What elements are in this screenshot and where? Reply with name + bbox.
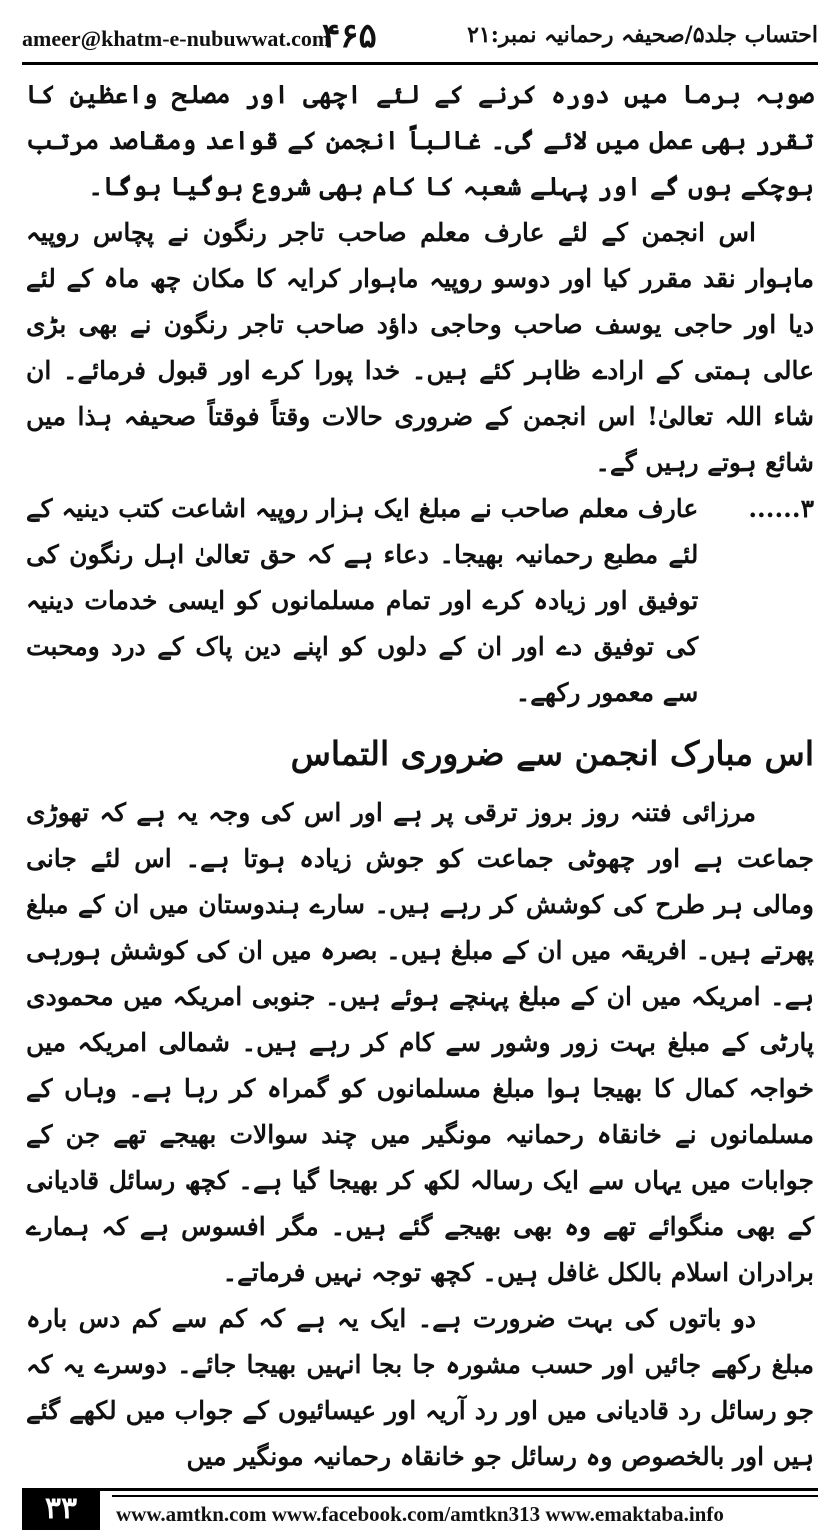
- paragraph-1: صوبہ برما میں دورہ کرنے کے لئے اچھی اور مصلح واعظین کا تقرر بھی عمل میں لائے گی۔ غالباً انجمن کے قواعد ومقاصد مرتب ہوچکے ہوں گے اور پہلے شعبہ کا کام بھی شروع ہوگیا ہوگا۔: [26, 80, 814, 201]
- page-body: [26, 72, 814, 1480]
- footer-links[interactable]: www.amtkn.com www.facebook.com/amtkn313 www.emaktaba.info: [116, 1502, 724, 1526]
- header-page-number: ۴۶۵: [322, 16, 377, 56]
- paragraph-4: دو باتوں کی بہت ضرورت ہے۔ ایک یہ ہے کہ کم سے کم دس بارہ مبلغ رکھے جائیں اور حسب مشورہ جا بجا انہیں بھیجا جائے۔ دوسرے یہ کہ جو رسائل رد قادیانی میں اور رد آریہ اور عیسائیوں کے جواب میں لکھے گئے ہیں اور بالخصوص وہ رسائل جو خانقاہ رحمانیہ مونگیر میں: [26, 1304, 814, 1471]
- paragraph-2: اس انجمن کے لئے عارف معلم صاحب تاجر رنگون نے پچاس روپیہ ماہوار نقد مقرر کیا اور دوسو روپیہ ماہوار کرایہ کا مکان چھ ماہ کے لئے دیا اور حاجی یوسف صاحب وحاجی داؤد صاحب تاجر رنگون نے بھی بڑی عالی ہمتی کے ارادے ظاہر کئے ہیں۔ خدا پورا کرے اور قبول فرمائے۔ ان شاء اللہ تعالیٰ! اس انجمن کے ضروری حالات وقتاً فوقتاً صحیفہ ہذا میں شائع ہوتے رہیں گے۔: [26, 218, 814, 477]
- page-header: [22, 12, 818, 60]
- header-title: احتساب جلد۵/صحیفہ رحمانیہ نمبر:۲۱: [467, 22, 818, 48]
- page-footer: [22, 1488, 818, 1530]
- header-email: ameer@khatm-e-nubuwwat.com: [22, 26, 331, 51]
- footer-rule: [22, 1488, 818, 1491]
- numbered-item: [26, 486, 814, 716]
- section-heading: اس مبارک انجمن سے ضروری التماس: [290, 734, 814, 773]
- item-text: عارف معلم صاحب نے مبلغ ایک ہزار روپیہ اشاعت کتب دینیہ کے لئے مطبع رحمانیہ بھیجا۔ دعاء ہے کہ حق تعالیٰ اہل رنگون کی توفیق اور زیادہ کرے اور تمام مسلمانوں کو ایسی خدمات دینیہ کی توفیق دے اور ان کے دلوں کو اپنے دین پاک کے درد ومحبت سے معمور رکھے۔: [26, 494, 699, 707]
- paragraph-3: مرزائی فتنہ روز بروز ترقی پر ہے اور اس کی وجہ یہ ہے کہ تھوڑی جماعت ہے اور چھوٹی جماعت کو جوش زیادہ ہوتا ہے۔ اس لئے جانی ومالی ہر طرح کی کوشش کر رہے ہیں۔ سارے ہندوستان میں ان کے مبلغ پھرتے ہیں۔ افریقہ میں ان کے مبلغ ہیں۔ بصرہ میں ان کی کوشش ہورہی ہے۔ امریکہ میں ان کے مبلغ پہنچے ہوئے ہیں۔ جنوبی امریکہ میں محمودی پارٹی کے مبلغ بہت زور وشور سے کام کر رہے ہیں۔ شمالی امریکہ میں خواجہ کمال کا بھیجا ہوا مبلغ مسلمانوں کو گمراہ کر رہا ہے۔ وہاں کے مسلمانوں نے خانقاہ رحمانیہ مونگیر میں چند سوالات بھیجے تھے جن کے جوابات میں یہاں سے ایک رسالہ لکھ کر بھیجا گیا ہے۔ کچھ رسائل قادیانی کے بھی منگوائے تھے وہ بھی بھیجے گئے ہیں۔ مگر افسوس ہے کہ ہمارے برادران اسلام بالکل غافل ہیں۔ کچھ توجہ نہیں فرماتے۔: [26, 798, 814, 1287]
- footer-rule-thin: [112, 1495, 818, 1497]
- footer-page-number: ۳۳: [22, 1488, 100, 1530]
- item-number: ۳......: [748, 494, 814, 523]
- header-rule: [22, 62, 818, 65]
